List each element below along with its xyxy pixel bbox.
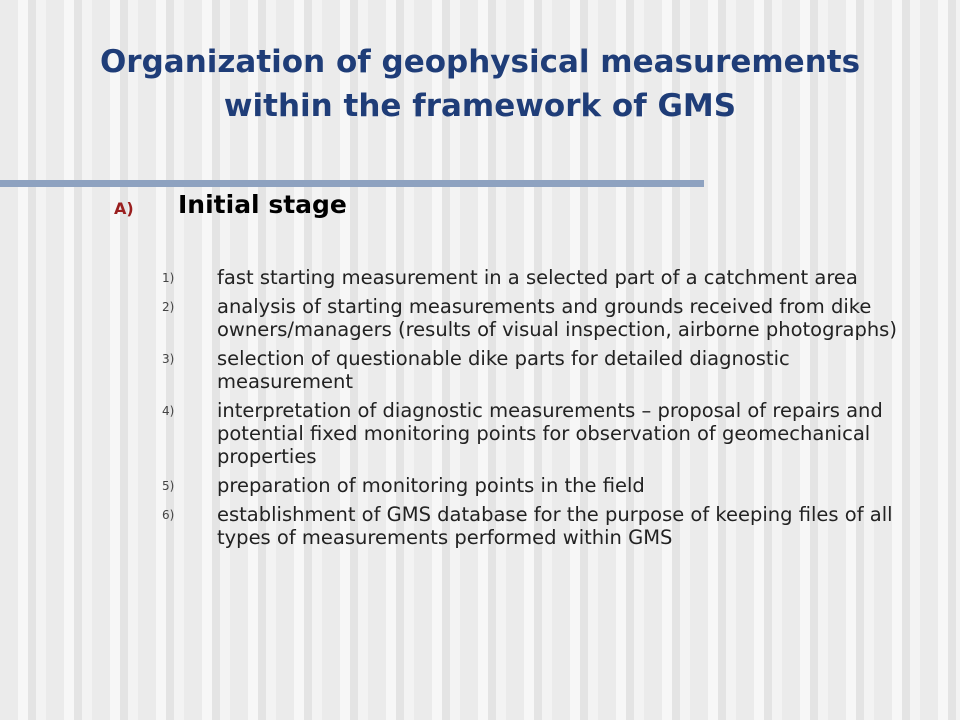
title-divider [0,180,704,187]
list-item [162,474,902,497]
list-item [162,295,902,341]
list-item [162,399,902,468]
section-initial-stage [114,190,814,226]
slide-title-line-1: Organization of geophysical measurements [99,44,861,80]
section-marker: A) [114,199,134,218]
list-item-text: interpretation of diagnostic measurements – proposal of repairs and potential fixed monitoring points for observation of geomechanical properties [217,399,883,468]
section-heading: Initial stage [178,190,347,219]
list-item [162,347,902,393]
list-item-text: establishment of GMS database for the purpose of keeping files of all types of measurements performed within GMS [217,503,893,549]
list-item-number: 1) [162,271,175,285]
list-item-text: analysis of starting measurements and grounds received from dike owners/managers (results of visual inspection, airborne photographs) [217,295,897,341]
stage-steps-list [162,266,902,555]
list-item-text: selection of questionable dike parts for detailed diagnostic measurement [217,347,790,393]
list-item-number: 2) [162,300,175,314]
list-item [162,503,902,549]
slide-title-line-2: within the framework of GMS [223,88,737,124]
list-item-number: 3) [162,352,175,366]
slide-title [0,40,960,128]
list-item-number: 4) [162,404,175,418]
list-item-text: preparation of monitoring points in the field [217,474,645,497]
list-item [162,266,902,289]
list-item-number: 6) [162,508,175,522]
list-item-number: 5) [162,479,175,493]
list-item-text: fast starting measurement in a selected part of a catchment area [217,266,858,289]
